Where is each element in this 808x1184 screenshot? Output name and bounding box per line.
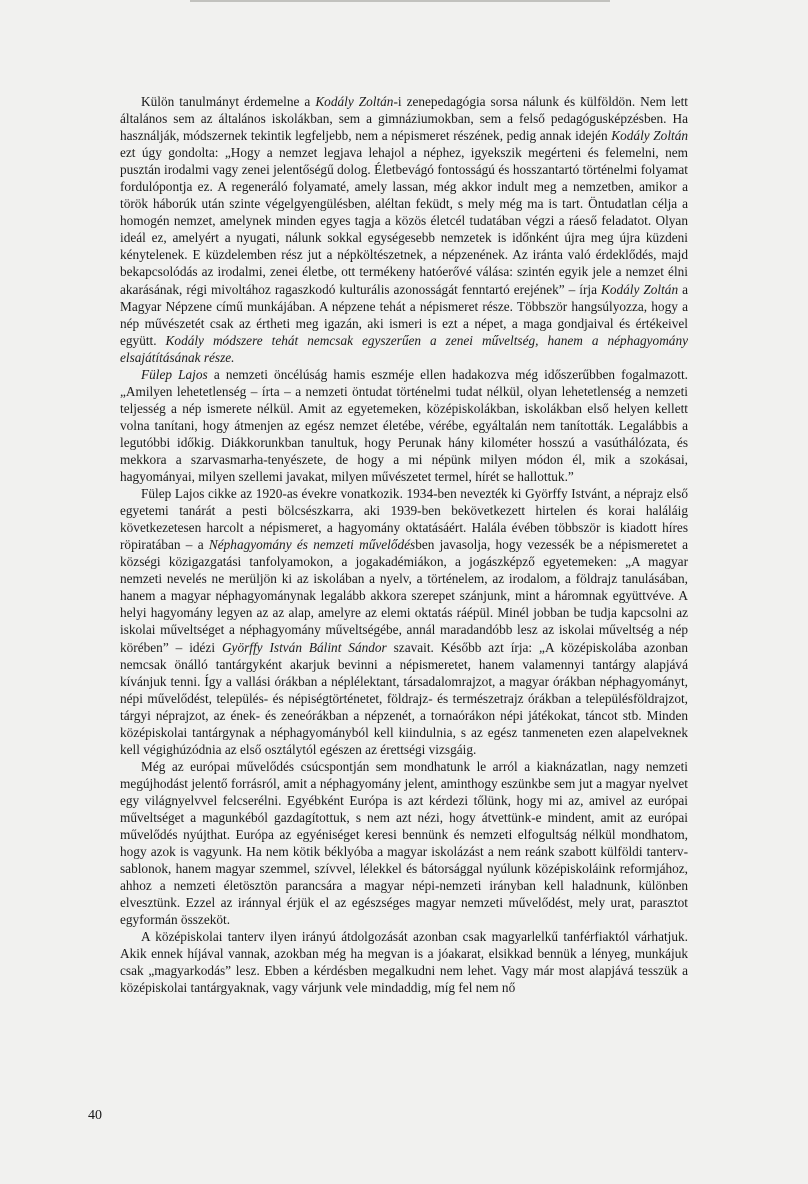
paragraph <box>120 758 688 928</box>
page-number: 40 <box>88 1108 102 1123</box>
paragraph <box>120 928 688 996</box>
text-run: Még az európai művelődés csúcspontján sem mondhatunk le arról a kiaknázatlan, nagy nemzeti megújhodást jelentő forrásról, amit a néphagyomány jelent, aminthogy eszünkbe sem jut a magyar nyelvet egy világnyelvvel felcserélni. Egyébként Európa is azt kérdezi tőlünk, hogy mi az, amivel az európai műveltséget a magunkéból gazdagítottuk, s nem azt nézi, hogy átvettünk-e mindent, amit az európai művelődés nyújthat. Európa az egyéniséget keresi bennünk és nemzeti elfogultság nélkül mondhatom, hogy azok is vagyunk. Ha nem kötik béklyóba a magyar iskolázást a nem reánk szabott külföldi tanterv-sablonok, hanem magyar szemmel, szívvel, lélekkel és bátorsággal nyúlunk középiskoláink reformjához, ahhoz a nemzeti életösztön parancsára a magyar népi-nemzeti irányban kell haladnunk, különben elvesztünk. Ezzel az iránnyal érjük el az egészséges magyar nemzeti művelődést, mely urat, parasztot egyformán összeköt. <box>120 758 688 928</box>
text-run: -i zenepedagógia sorsa nálunk és külföldön. Nem lett általános sem az általános iskolákban, sem a gimnáziumokban, sem a felső pedagógusképzésben. Ha használják, módszernek tekintik legfeljebb, nem a népismeret részének, pedig annak idején <box>120 94 688 144</box>
italic-run: Kodály Zoltán <box>315 94 394 109</box>
text-run: a Magyar Népzene című munkájában. A népzene tehát a népismeret része. Többször hangsúlyozza, hogy a nép művészetét csak az értheti meg igazán, aki ismeri is ezt a népet, a maga gondjaival és értékeivel együtt. <box>120 281 688 348</box>
text-run: Fülep Lajos cikke az 1920-as évekre vonatkozik. 1934-ben nevezték ki Györffy Istvánt, a néprajz első egyetemi tanárát a pesti bölcsészkarra, aki 1939-ben bekövetkezett hirtelen és korai haláláig következetesen harcolt a népismeret, a hagyomány oktatásáért. Halála évében többször is kiadott híres röpiratában – a <box>120 486 688 553</box>
text-run: szavait. Később azt írja: „A középiskolába azonban nemcsak önálló tantárgyként akarjuk bevinni a népismeretet, hanem valamennyi tantárgy alapjává kívánjuk tenni. Így a vallási órákban a néplélektant, társadalomrajzot, a magyar órákban néphagyományt, népi művelődést, település- és népiségtörténetet, földrajz- és természetrajz órákban a településföldrajzot, tárgyi néprajzot, az ének- és zeneórákban a népzenét, a tornaórákon népi játékokat, táncot stb. Minden középiskolai tantárgynak a néphagyományból kell kiindulnia, s az egész tanmeneten ezen alapelveknek kell végighúzódnia az első osztálytól egészen az érettségi vizsgáig. <box>120 639 688 757</box>
italic-run: Kodály módszere tehát nemcsak egyszerűen a zenei műveltség, hanem a néphagyomány elsajátításának része. <box>120 332 688 365</box>
text-run: A középiskolai tanterv ilyen irányú átdolgozását azonban csak magyarlelkű tanférfiaktól várhatjuk. Akik ennek híjával vannak, azokban még ha megvan is a jóakarat, elsikkad bennük a lényeg, munkájuk csak „magyarkodás” lesz. Ebben a kérdésben megalkudni nem lehet. Vagy már most alapjává tesszük a középiskolai tantárgyaknak, vagy várjunk vele mindaddig, míg fel nem nő <box>120 929 688 996</box>
italic-run: Györffy István Bálint Sándor <box>221 639 387 655</box>
paragraph <box>120 485 688 758</box>
text-run: ben javasolja, hogy vezessék be a népismeretet a községi közigazgatási tanfolyamokon, a jogakadémiákon, a jogászképző egyetemeken: „A magyar nemzeti nevelés ne merüljön ki az iskolában a nyelv, a történelem, az irodalom, a földrajz tanulásában, hanem a magyar néphagyománynak legalább akkora szerepet szánjunk, mint a háromnak együttvéve. A helyi hagyomány legyen az az alap, amelyre az elemi oktatás ráépül. Minél jobban be tudja kapcsolni az iskolai műveltséget a néphagyomány műveltségébe, annál maradandóbb lesz az iskolai műveltség a nép körében” – idézi <box>120 537 688 655</box>
text-run: a nemzeti öncélúság hamis eszméje ellen hadakozva még időszerűbben fogalmazott. „Amilyen lehetetlenség – írta – a nemzeti öntudat történelmi tudat nélkül, olyan lehetetlenség a nemzeti teljesség a nép ismerete nélkül. Amit az egyetemeken, középiskolákban, iskolákban első helyen kellett volna tanítani, hogy átmenjen az egész nemzet életébe, vérébe, egyáltalán nem tanították. Legalábbis a legutóbbi időkig. Diákkorunkban tanultuk, hogy Perunak hány kilométer hosszú a vasúthálózata, és mekkora a szarvasmarha-tenyészete, de hogy a mi népünk milyen módon él, mik a szokásai, hagyományai, milyen szellemi javakat, milyen művészetet termel, hírét se hallottuk.” <box>120 366 688 485</box>
paragraph <box>120 93 688 366</box>
paragraph <box>120 366 688 485</box>
italic-run: Néphagyomány és nemzeti művelődés <box>208 537 416 553</box>
italic-run: Kodály Zoltán <box>600 281 679 297</box>
body-text <box>120 93 688 996</box>
italic-run: Kodály Zoltán <box>611 128 688 144</box>
text-run: Külön tanulmányt érdemelne a <box>141 94 316 109</box>
italic-run: Fülep Lajos <box>141 366 208 382</box>
scan-top-edge <box>190 0 610 2</box>
text-run: ezt úgy gondolta: „Hogy a nemzet legjava lehajol a néphez, igyekszik megérteni és felemelni, nem pusztán irodalmi vagy zenei jelentőségű dolog. Életbevágó fontosságú és hosszantartó történelmi folyamat fordulópontja ez. A regeneráló folyamaté, amely lassan, még akkor indult meg a nemzetben, amikor a török háborúk után szinte végelgyengülésben, aléltan feküdt, s mely még ma is tart. Öntudatlan célja a homogén nemzet, amelynek minden egyes tagja a közös életcél tudatában végzi a ráeső feladatot. Olyan ideál ez, amelyért a nyugati, nálunk sokkal egységesebb nemzetek is időnként újra meg újra küzdeni kénytelenek. E küzdelemben rész jut a népköltészetnek, a népzenének. Az iránta való érdeklődés, majd bekapcsolódás az irodalmi, zenei életbe, ott termékeny hatóerővé válása: szintén egyik jele a nemzet élni akarásának, régi mivoltához ragaszkodó kulturális azonosságát fenntartó erejének” – írja <box>120 145 688 297</box>
